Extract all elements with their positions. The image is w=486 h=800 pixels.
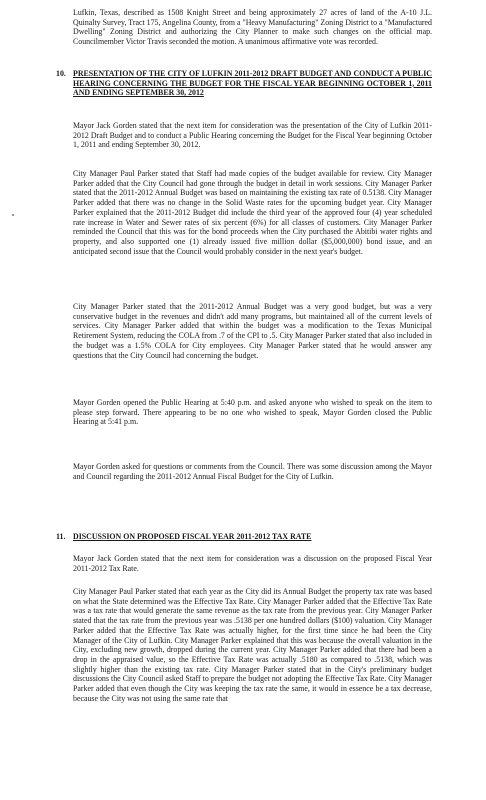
paragraph: Mayor Jack Gorden stated that the next item for consideration was the presentation of the City of Lufkin 2011-2012 Draft Budget and to conduct a Public Hearing concerning the Budget for the Fiscal Year beginning October 1, 2011 and ending September 30, 2012.: [73, 121, 432, 150]
paragraph: City Manager Parker stated that the 2011-2012 Annual Budget was a very good budget, but was a very conservative budget in the revenues and didn't add many programs, but maintained all of the current levels of services. City Manager Parker added that within the budget was a modification to the Texas Municipal Retirement System, reducing the COLA from .7 of the CPI to .5. City Manager Parker stated that also included in the budget was a 1.5% COLA for City employees. City Manager Parker stated that he would answer any questions that the City Council had concerning the budget.: [73, 302, 432, 360]
paragraph: Mayor Gorden asked for questions or comments from the Council. There was some discussion among the Mayor and Council regarding the 2011-2012 Annual Fiscal Budget for the City of Lufkin.: [73, 462, 432, 481]
margin-mark: [12, 214, 14, 216]
section-heading: DISCUSSION ON PROPOSED FISCAL YEAR 2011-2012 TAX RATE: [73, 532, 312, 541]
paragraph: Mayor Jack Gorden stated that the next item for consideration was a discussion on the proposed Fiscal Year 2011-2012 Tax Rate.: [73, 554, 432, 573]
paragraph: Mayor Gorden opened the Public Hearing at 5:40 p.m. and asked anyone who wished to speak on the item to please step forward. There appearing to be no one who wished to speak, Mayor Gorden closed the Public Hearing at 5:41 p.m.: [73, 398, 432, 427]
intro-paragraph: Lufkin, Texas, described as 1508 Knight Street and being approximately 27 acres of land of the A-10 J.L. Quinalty Survey, Tract 175, Angelina County, from a "Heavy Manufacturing" Zoning District to a "Manufactured Dwelling" Zoning District and authorizing the City Planner to make such changes on the official map. Councilmember Victor Travis seconded the motion. A unanimous affirmative vote was recorded.: [73, 8, 432, 47]
paragraph: City Manager Paul Parker stated that Staff had made copies of the budget available for review. City Manager Parker added that the City Council had gone through the budget in detail in work sessions. City Manager Parker stated that the 2011-2012 Annual Budget was based on maintaining the existing tax rate of 0.5138. City Manager Parker added that there was no change in the Solid Waste rates for the upcoming budget year. City Manager Parker explained that the 2011-2012 Budget did include the third year of the approved four (4) year scheduled rate increase in Water and Sewer rates of six percent (6%) for all classes of customers. City Manager Parker reminded the Council that this was for the bond proceeds when the City purchased the Abitibi water rights and property, and also supported one (1) already issued five million dollar ($5,000,000) bond issue, and an anticipated second issue that the Council would probably consider in the next year's budget.: [73, 169, 432, 256]
section-number: 11.: [56, 532, 66, 541]
section-heading: PRESENTATION OF THE CITY OF LUFKIN 2011-2012 DRAFT BUDGET AND CONDUCT A PUBLIC HEARING CONCERNING THE BUDGET FOR THE FISCAL YEAR BEGINNING OCTOBER 1, 2011 AND ENDING SEPTEMBER 30, 2012: [73, 69, 432, 98]
section-number: 10.: [56, 69, 66, 78]
paragraph: City Manager Paul Parker stated that each year as the City did its Annual Budget the property tax rate was based on what the State determined was the Effective Tax Rate. City Manager Parker added that the Effective Tax Rate was a tax rate that would generate the same revenue as the tax rate from the previous year. City Manager Parker stated that the tax rate from the previous year was .5138 per one hundred dollars ($100) valuation. City Manager Parker added that the Effective Tax Rate was actually higher, for the first time since he had been the City Manager of the City of Lufkin. City Manager Parker explained that this was because the overall valuation in the City, excluding new growth, dropped during the current year. City Manager Parker added that there had been a drop in the appraised value, so the Effective Tax Rate was actually .5180 as compared to .5138, which was slightly higher than the existing tax rate. City Manager Parker stated that in the City's preliminary budget discussions the City Council asked Staff to prepare the budget not adopting the Effective Tax Rate. City Manager Parker added that even though the City was keeping the tax rate the same, it would in essence be a tax decrease, because the City was not using the same rate that: [73, 587, 432, 703]
